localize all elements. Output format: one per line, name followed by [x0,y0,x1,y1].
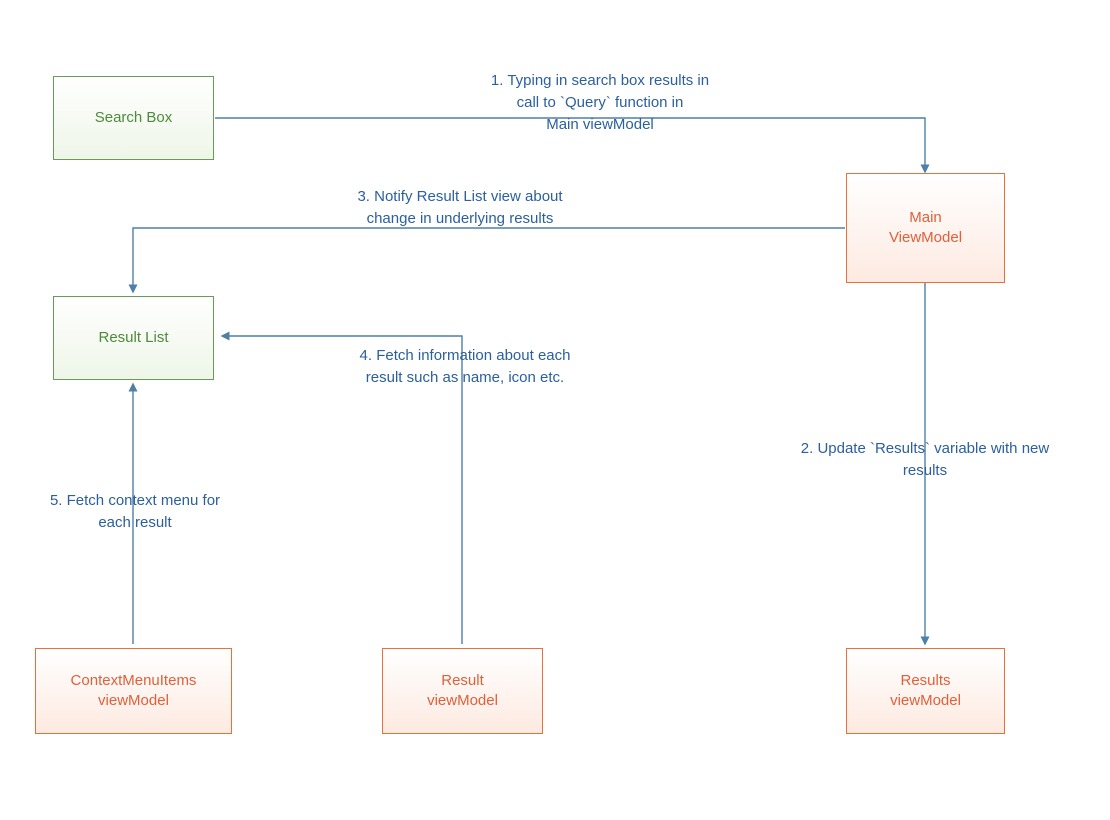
edge-label-4 [305,345,625,389]
node-search-box[interactable] [53,76,214,160]
node-contextmenuitems-viewmodel-label [71,671,197,712]
edge-label-3 [300,186,620,230]
edge-label-3-line2: change in underlying results [366,209,554,227]
node-results-viewmodel-label [890,671,961,712]
node-results-viewmodel-line1: Results [900,671,951,689]
node-result-list[interactable] [53,296,214,380]
node-search-box-label: Search Box [94,108,173,126]
node-results-viewmodel[interactable] [846,648,1005,734]
edge-label-2 [752,438,1098,482]
node-result-viewmodel-line2: viewModel [427,692,498,709]
edge-label-5 [10,490,260,534]
node-contextmenuitems-viewmodel-line1: ContextMenuItems [70,671,197,689]
node-main-viewmodel-line2: ViewModel [888,229,963,246]
edge-label-5-line2: each result [98,513,172,531]
node-contextmenuitems-viewmodel[interactable] [35,648,232,734]
edge-label-3-line1: 3. Notify Result List view about [357,188,563,205]
edge-label-1 [440,70,760,135]
edge-label-1-line3: Main viewModel [546,115,654,133]
node-result-list-label: Result List [98,328,169,346]
edge-label-5-line1: 5. Fetch context menu for [49,492,221,509]
node-main-viewmodel-label [889,208,962,249]
node-result-viewmodel-label [427,671,498,712]
edge-label-4-line1: 4. Fetch information about each [359,347,571,364]
node-result-viewmodel-line1: Result [441,671,484,689]
node-main-viewmodel-line1: Main [909,208,942,226]
edge-label-2-line2: results [902,461,948,479]
edge-label-1-line2: call to `Query` function in [516,93,684,111]
edge-label-4-line2: result such as name, icon etc. [365,368,565,386]
node-results-viewmodel-line2: viewModel [890,692,961,709]
node-contextmenuitems-viewmodel-line2: viewModel [98,692,169,709]
edge-label-1-line1: 1. Typing in search box results in [490,72,710,89]
node-result-viewmodel[interactable] [382,648,543,734]
node-main-viewmodel[interactable] [846,173,1005,283]
edge-label-2-line1: 2. Update `Results` variable with new [800,440,1050,457]
connector-main-to-resultlist [133,228,845,292]
